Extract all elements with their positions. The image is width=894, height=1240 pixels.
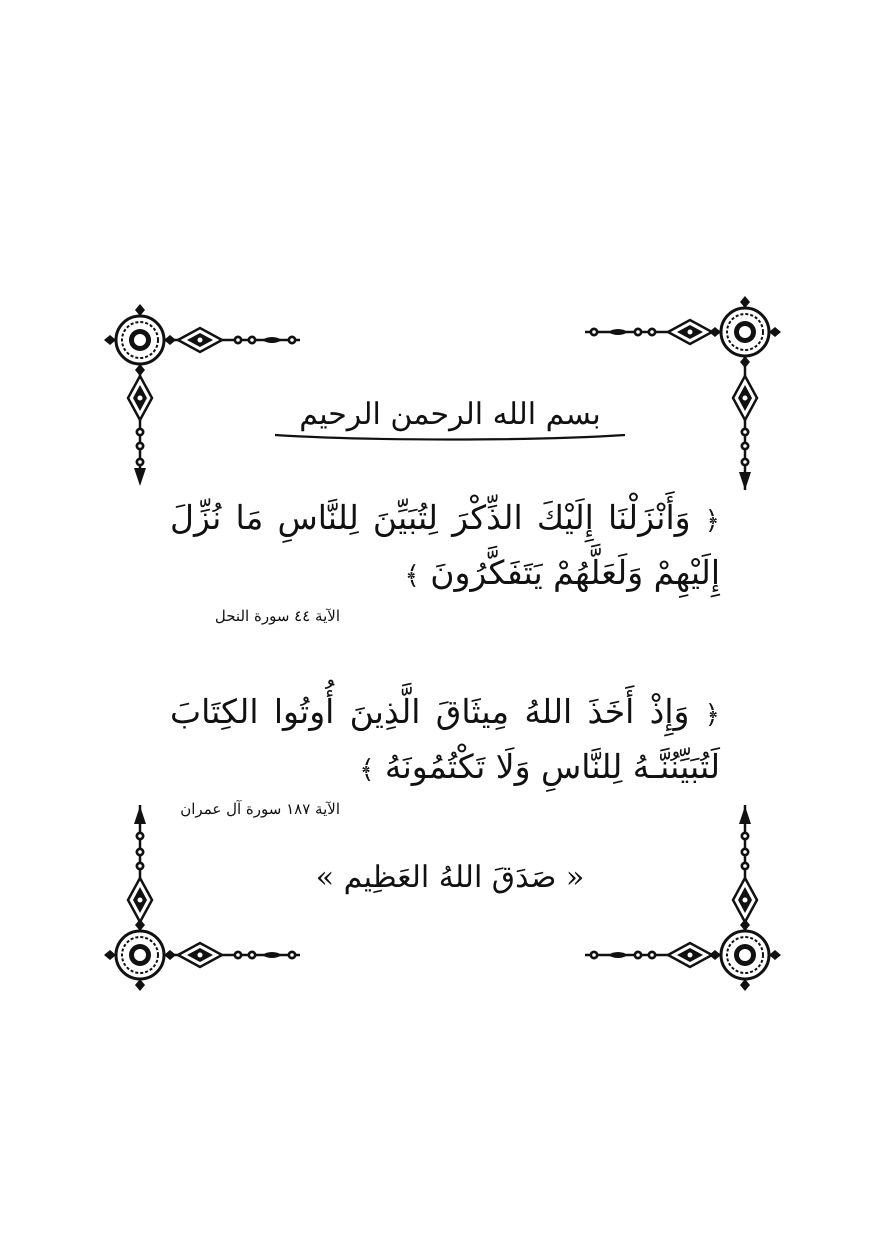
verse-open-bracket: ﴿: [704, 700, 720, 730]
corner-ornament-bottom-left: [104, 805, 300, 991]
corner-ornament-bottom-right: [585, 805, 781, 991]
verse-reference: الآية ٤٤ سورة النحل: [214, 607, 340, 625]
verse-close-bracket: ﴾: [404, 561, 420, 591]
verse-close-bracket: ﴾: [359, 755, 375, 785]
closing-phrase: « صَدَقَ اللهُ العَظِيم »: [315, 860, 585, 895]
verse-al-imran-187: [170, 686, 720, 796]
verse-text: وَأَنْزَلْنَا إِلَيْكَ الذِّكْرَ لِتُبَيِّنَ لِلنَّاسِ مَا نُزِّلَ إِلَيْهِمْ وَلَعَلَّهُمْ يَتَفَكَّرُونَ: [170, 498, 720, 592]
basmala-text: بسم الله الرحمن الرحيم: [299, 397, 601, 432]
verse-open-bracket: ﴿: [704, 506, 720, 536]
basmala: [250, 395, 650, 451]
corner-ornament-top-right: [585, 296, 781, 490]
verse-text: وَإِذْ أَخَذَ اللهُ مِيثَاقَ الَّذِينَ أُوتُوا الكِتَابَ لَتُبَيِّنُنَّـهُ لِلنَّاسِ وَلَا تَكْتُمُونَهُ: [170, 692, 720, 786]
verse-reference: الآية ١٨٧ سورة آل عمران: [180, 800, 340, 818]
verse-an-nahl-44: [170, 492, 720, 602]
